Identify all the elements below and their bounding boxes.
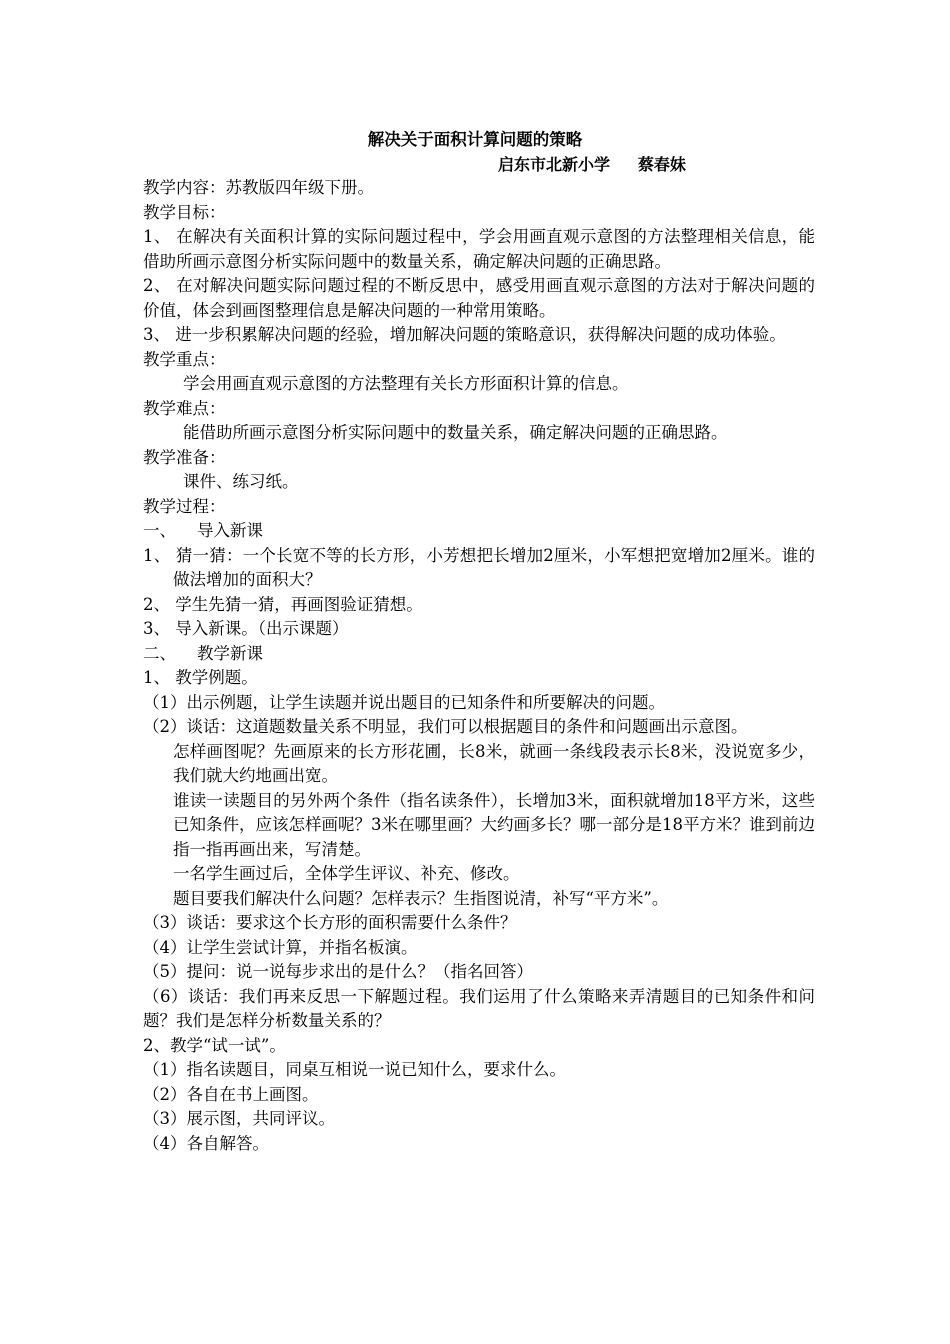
sub-item: （2）谈话：这道题数量关系不明显，我们可以根据题目的条件和问题画出示意图。	[143, 717, 748, 736]
list-item: 2、 学生先猜一猜，再画图验证猜想。	[143, 594, 423, 614]
difficulties-text: 能借助所画示意图分析实际问题中的数量关系，确定解决问题的正确思路。	[183, 423, 728, 442]
list-item: 1、 猜一猜：一个长宽不等的长方形，小芳想把长增加2厘米，小军想把宽增加2厘米。谁的做法增加的面积大？	[143, 545, 815, 589]
sub-item: （3）谈话：要求这个长方形的面积需要什么条件？	[143, 913, 517, 932]
sub-item: （5）提问：说一说每步求出的是什么？（指名回答）	[143, 962, 533, 981]
document-title: 解决关于面积计算问题的策略	[367, 130, 583, 149]
part-one-heading: 一、 导入新课	[143, 521, 263, 540]
sub-item-continuation: 题目要我们解决什么问题？怎样表示？生指图说清，补写“平方米”。	[173, 888, 669, 908]
sub-item: （1）指名读题目，同桌互相说一说已知什么，要求什么。	[143, 1060, 566, 1079]
sub-item: （6）谈话：我们再来反思一下解题过程。我们运用了什么策略来弄清题目的已知条件和问题？我们是怎样分析数量关系的？	[143, 986, 815, 1030]
document-author: 启东市北新小学 蔡春妹	[498, 155, 686, 174]
sub-item: （2）各自在书上画图。	[143, 1084, 319, 1104]
section-heading-key-points: 教学重点：	[143, 349, 226, 369]
sub-item: （4）让学生尝试计算，并指名板演。	[143, 937, 418, 957]
part-two-heading: 二、 教学新课	[143, 643, 263, 663]
section-heading-difficulties: 教学难点：	[143, 398, 226, 418]
teaching-content: 教学内容：苏教版四年级下册。	[143, 178, 374, 197]
key-points-text: 学会用画直观示意图的方法整理有关长方形面积计算的信息。	[183, 374, 629, 393]
sub-item: （1）出示例题，让学生读题并说出题目的已知条件和所要解决的问题。	[143, 692, 665, 712]
sub-item-continuation: 怎样画图呢？先画原来的长方形花圃，长8米，就画一条线段表示长8米，没说宽多少，我们就大约地画出宽。	[173, 741, 815, 785]
list-item: 3、 导入新课。（出示课题）	[143, 619, 349, 638]
sub-item: （4）各自解答。	[143, 1133, 269, 1153]
objective-item: 1、 在解决有关面积计算的实际问题过程中，学会用画直观示意图的方法整理相关信息，能借助所画示意图分析实际问题中的数量关系，确定解决问题的正确思路。	[143, 227, 815, 271]
preparation-text: 课件、练习纸。	[183, 472, 299, 491]
sub-item-continuation: 一名学生画过后，全体学生评议、补充、修改。	[173, 864, 520, 883]
sub-item-continuation: 谁读一读题目的另外两个条件（指名读条件），长增加3米，面积就增加18平方米，这些已知条件，应该怎样画呢？3米在哪里画？大约画多长？哪一部分是18平方米？谁到前边指一指再画出来，写清楚。	[173, 790, 815, 859]
list-item: 1、 教学例题。	[143, 668, 258, 687]
section-heading-process: 教学过程：	[143, 496, 226, 516]
list-item: 2、教学“试一试”。	[143, 1035, 286, 1055]
section-heading-objectives: 教学目标：	[143, 202, 226, 222]
document-body	[143, 176, 815, 1156]
objective-item: 2、 在对解决问题实际问题过程的不断反思中，感受用画直观示意图的方法对于解决问题的价值，体会到画图整理信息是解决问题的一种常用策略。	[143, 276, 815, 320]
section-heading-preparation: 教学准备：	[143, 447, 226, 467]
objective-item: 3、 进一步积累解决问题的经验，增加解决问题的策略意识，获得解决问题的成功体验。	[143, 325, 786, 344]
sub-item: （3）展示图，共同评议。	[143, 1109, 335, 1128]
